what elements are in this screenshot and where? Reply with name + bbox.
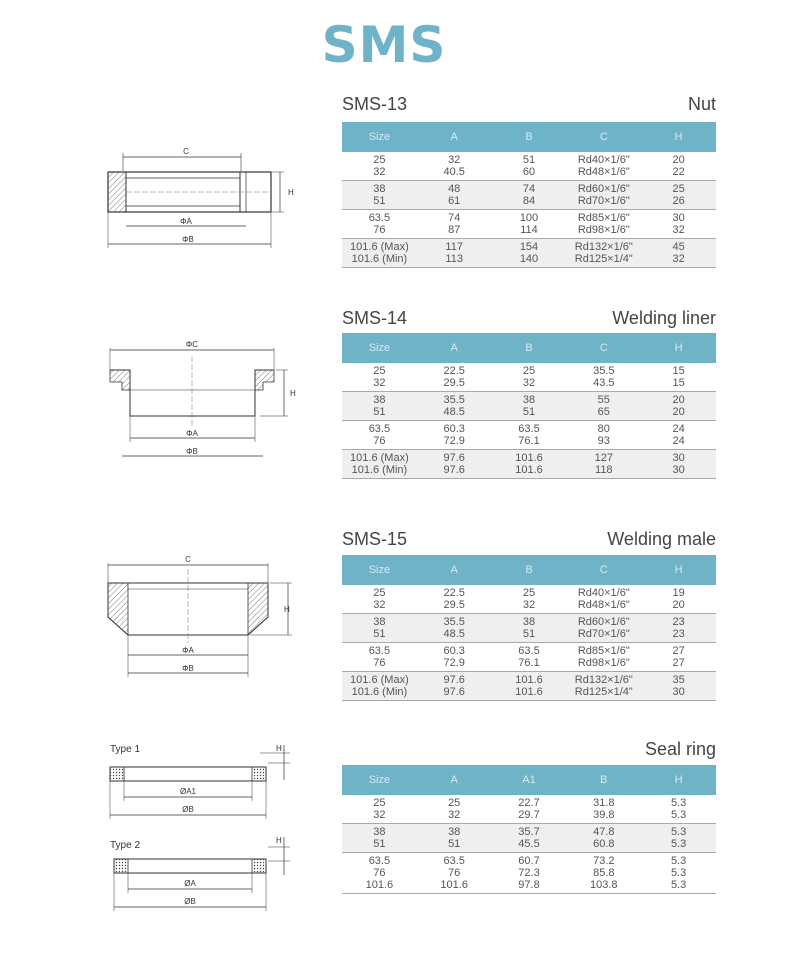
table-cell: 32 (672, 253, 685, 265)
table-cell: 51 (373, 838, 386, 850)
column-header: C (599, 564, 608, 576)
table-cell: 25 (522, 365, 536, 377)
table-cell: 101.6 (Min) (351, 464, 408, 476)
table-cell: 140 (519, 253, 539, 265)
table-cell: Rd125×1/4" (574, 686, 633, 698)
table-cell: Rd132×1/6" (574, 241, 633, 253)
table-row (342, 628, 716, 640)
table-cell: 93 (597, 435, 610, 447)
section-code: SMS-13 (342, 94, 408, 114)
table-cell: 114 (520, 224, 538, 236)
table-cell: 60.8 (593, 838, 615, 850)
table-cell: 101.6 (Max) (350, 674, 409, 686)
table-cell: 31.8 (593, 797, 615, 809)
table-header (342, 333, 716, 363)
table-cell: Rd48×1/6" (577, 166, 630, 178)
table-cell: Rd60×1/6" (577, 616, 630, 628)
table-cell: 25 (448, 797, 461, 809)
table-cell: 38 (522, 394, 536, 406)
table-cell: 43.5 (593, 377, 615, 389)
column-header: B (525, 564, 533, 576)
table-cell: 25 (522, 587, 536, 599)
table-row (342, 166, 716, 178)
table-row (342, 377, 716, 389)
spec-table (342, 333, 716, 479)
table-cell: 103.8 (590, 879, 618, 891)
male-dim-a: ΦA (182, 646, 194, 655)
table-row (342, 154, 716, 166)
table-cell: 30 (672, 452, 685, 464)
table-cell: Rd132×1/6" (574, 674, 633, 686)
male-drawing (100, 555, 300, 680)
table-cell: 15 (672, 365, 685, 377)
row-group (342, 181, 716, 210)
table-cell: Rd60×1/6" (577, 183, 630, 195)
table-cell: 24 (672, 435, 685, 447)
nut-dim-h: H (288, 188, 294, 197)
table-row (342, 452, 716, 464)
table-cell: 35.5 (593, 365, 615, 377)
table-cell: 48.5 (443, 406, 465, 418)
table-cell: 35.5 (443, 394, 465, 406)
table-cell: 84 (522, 195, 536, 207)
table-cell: 101.6 (Max) (350, 452, 409, 464)
table-cell: 22.5 (443, 587, 465, 599)
spec-table (342, 122, 716, 268)
table-cell: 47.8 (593, 826, 615, 838)
table-cell: 101.6 (515, 464, 543, 476)
table-row (342, 686, 716, 698)
table-row (342, 587, 716, 599)
table-cell: 40.5 (443, 166, 465, 178)
table-cell: 32 (373, 809, 386, 821)
table-cell: 101.6 (Min) (351, 253, 408, 265)
row-group (342, 585, 716, 614)
table-cell: 25 (672, 183, 685, 195)
brand-logo: SMS (321, 16, 447, 74)
table-cell: 101.6 (515, 686, 543, 698)
table-cell: 20 (672, 599, 685, 611)
table-header (342, 765, 716, 795)
nut-dim-a: ΦA (180, 217, 192, 226)
table-cell: 32 (448, 154, 461, 166)
table-cell: 32 (522, 599, 536, 611)
row-group (342, 614, 716, 643)
table-cell: 22 (672, 166, 685, 178)
table-cell: 24 (672, 423, 685, 435)
table-cell: 76 (373, 867, 386, 879)
table-cell: 101.6 (Min) (351, 686, 408, 698)
table-cell: 38 (373, 183, 386, 195)
column-header: H (674, 564, 683, 576)
table-cell: 100 (519, 212, 539, 224)
liner-dim-h: H (290, 389, 296, 398)
table-row (342, 406, 716, 418)
liner-dim-a: ΦA (186, 429, 198, 438)
table-cell: 117 (445, 241, 463, 253)
table-cell: 23 (672, 628, 685, 640)
table-cell: 127 (594, 452, 613, 464)
column-header: B (600, 774, 608, 786)
table-row (342, 195, 716, 207)
table-row (342, 212, 716, 224)
table-cell: 51 (522, 406, 536, 418)
column-header: H (674, 342, 683, 354)
table-cell: 35.5 (443, 616, 465, 628)
table-cell: 22.7 (518, 797, 540, 809)
row-group (342, 392, 716, 421)
seal-dim-a1: ØA1 (179, 787, 197, 796)
table-cell: 5.3 (670, 838, 687, 850)
table-cell: 29.7 (518, 809, 540, 821)
table-row (342, 616, 716, 628)
table-cell: 27 (672, 645, 685, 657)
table-cell: 15 (672, 377, 685, 389)
column-header: A (450, 342, 458, 354)
table-cell: 5.3 (670, 879, 687, 891)
table-cell: 32 (373, 377, 386, 389)
table-cell: Rd40×1/6" (577, 154, 630, 166)
table-cell: Rd98×1/6" (577, 224, 630, 236)
table-cell: 38 (373, 616, 386, 628)
table-cell: 154 (519, 241, 539, 253)
liner-dim-b: ΦB (186, 447, 198, 456)
table-cell: 27 (672, 657, 685, 669)
table-row (342, 253, 716, 265)
table-cell: 97.6 (443, 452, 465, 464)
table-cell: 97.6 (443, 686, 465, 698)
table-cell: 51 (522, 628, 536, 640)
spec-table (342, 765, 716, 894)
table-header (342, 555, 716, 585)
table-row (342, 809, 716, 821)
table-cell: 29.5 (443, 599, 465, 611)
table-cell: 72.9 (443, 657, 465, 669)
table-cell: 51 (373, 195, 386, 207)
table-cell: 65 (597, 406, 610, 418)
table-cell: 76.1 (518, 657, 540, 669)
row-group (342, 672, 716, 701)
table-cell: 101.6 (515, 452, 543, 464)
seal-drawing (100, 735, 300, 915)
table-cell: 5.3 (670, 826, 687, 838)
table-cell: Rd70×1/6" (577, 195, 630, 207)
table-cell: 51 (448, 838, 461, 850)
table-cell: 19 (672, 587, 685, 599)
section-code: SMS-15 (342, 529, 408, 549)
table-row (342, 183, 716, 195)
table-cell: 97.6 (443, 674, 465, 686)
table-cell: 76 (373, 224, 386, 236)
table-cell: 63.5 (368, 423, 391, 435)
row-group (342, 210, 716, 239)
table-cell: 101.6 (440, 879, 468, 891)
column-header: A1 (522, 774, 536, 786)
table-cell: 45 (672, 241, 685, 253)
table-cell: 85.8 (593, 867, 615, 879)
table-row (342, 867, 716, 879)
table-cell: 60 (522, 166, 536, 178)
section-sms-14 (342, 308, 716, 476)
table-cell: 101.6 (365, 879, 394, 891)
table-cell: 29.5 (443, 377, 465, 389)
table-cell: 80 (597, 423, 610, 435)
table-cell: 74 (522, 183, 536, 195)
table-cell: 35 (672, 674, 685, 686)
seal-type2-dim-h: H (276, 836, 282, 845)
male-dim-b: ΦB (182, 664, 194, 673)
male-dim-h: H (284, 605, 290, 614)
section-name: Welding male (607, 529, 716, 549)
seal-type1-dim-h: H (276, 744, 282, 753)
table-cell: 63.5 (368, 212, 391, 224)
table-row (342, 464, 716, 476)
spec-table (342, 555, 716, 701)
table-cell: Rd85×1/6" (577, 212, 630, 224)
column-header: C (599, 342, 608, 354)
table-cell: 5.3 (670, 855, 687, 867)
table-cell: 32 (448, 809, 461, 821)
table-cell: 48 (448, 183, 461, 195)
row-group (342, 363, 716, 392)
row-group (342, 239, 716, 268)
table-cell: 20 (672, 406, 685, 418)
section-name: Welding liner (612, 308, 716, 328)
table-cell: 97.6 (443, 464, 465, 476)
seal-type2-dim-b: ØB (184, 897, 196, 906)
table-cell: Rd48×1/6" (577, 599, 630, 611)
table-cell: 20 (672, 394, 685, 406)
table-row (342, 224, 716, 236)
table-cell: 101.6 (515, 674, 543, 686)
column-header: Size (368, 342, 391, 354)
table-cell: 23 (672, 616, 685, 628)
nut-dim-b: ΦB (182, 235, 194, 244)
row-group (342, 643, 716, 672)
male-dim-c: C (185, 555, 191, 564)
table-cell: 30 (672, 686, 685, 698)
row-group (342, 450, 716, 479)
table-cell: 25 (373, 587, 386, 599)
section-name: Nut (687, 94, 716, 114)
table-header (342, 122, 716, 152)
nut-dim-c: C (183, 147, 189, 156)
table-cell: 113 (445, 253, 463, 265)
row-group (342, 152, 716, 181)
table-row (342, 826, 716, 838)
column-header: Size (368, 774, 391, 786)
section-name: Seal ring (644, 739, 716, 759)
table-row (342, 365, 716, 377)
column-header: B (525, 342, 533, 354)
column-header: H (674, 131, 683, 143)
table-cell: 60.7 (518, 855, 540, 867)
seal-type2-label: Type 2 (110, 840, 141, 851)
column-header: Size (368, 564, 391, 576)
table-row (342, 838, 716, 850)
table-cell: Rd125×1/4" (574, 253, 633, 265)
table-row (342, 423, 716, 435)
table-cell: 38 (373, 826, 386, 838)
table-cell: 32 (672, 224, 685, 236)
table-cell: 38 (522, 616, 536, 628)
table-cell: 118 (595, 464, 613, 476)
row-group (342, 421, 716, 450)
table-cell: 76 (448, 867, 461, 879)
table-cell: 26 (672, 195, 685, 207)
section-sms-13 (342, 94, 716, 265)
table-cell: Rd85×1/6" (577, 645, 630, 657)
table-row (342, 657, 716, 669)
table-cell: 74 (448, 212, 461, 224)
table-cell: 63.5 (518, 423, 540, 435)
table-cell: 35.7 (518, 826, 540, 838)
table-cell: 32 (522, 377, 536, 389)
table-cell: Rd70×1/6" (577, 628, 630, 640)
table-cell: Rd98×1/6" (577, 657, 630, 669)
table-cell: 63.5 (518, 645, 540, 657)
seal-type1-dim-b: ØB (182, 805, 194, 814)
table-cell: 20 (672, 154, 685, 166)
column-header: B (525, 131, 533, 143)
table-cell: 76.1 (518, 435, 540, 447)
table-cell: 60.3 (443, 423, 465, 435)
liner-dim-c: ΦC (185, 340, 199, 349)
table-cell: 45.5 (518, 838, 540, 850)
table-row (342, 855, 716, 867)
table-cell: Rd40×1/6" (577, 587, 630, 599)
table-cell: 32 (373, 599, 386, 611)
table-cell: 22.5 (443, 365, 465, 377)
seal-type1-label: Type 1 (110, 744, 141, 755)
table-cell: 76 (373, 435, 386, 447)
table-cell: 72.3 (518, 867, 540, 879)
section-sms-15 (342, 529, 716, 698)
table-cell: 5.3 (670, 867, 687, 879)
table-cell: 101.6 (Max) (350, 241, 409, 253)
seal-dim-a: ØA (184, 879, 196, 888)
table-row (342, 797, 716, 809)
table-cell: 48.5 (443, 628, 465, 640)
column-header: C (599, 131, 608, 143)
table-cell: 60.3 (443, 645, 465, 657)
table-cell: 63.5 (368, 855, 391, 867)
table-cell: 38 (373, 394, 386, 406)
section-seal-ring (342, 739, 716, 891)
table-cell: 5.3 (670, 809, 687, 821)
table-cell: 76 (373, 657, 386, 669)
section-code: SMS-14 (342, 308, 408, 328)
column-header: H (674, 774, 683, 786)
table-cell: 38 (448, 826, 461, 838)
table-cell: 30 (672, 212, 685, 224)
table-row (342, 394, 716, 406)
row-group (342, 824, 716, 853)
table-cell: 87 (448, 224, 461, 236)
column-header: A (450, 774, 458, 786)
table-cell: 25 (373, 797, 386, 809)
row-group (342, 853, 716, 894)
table-cell: 55 (597, 394, 610, 406)
table-row (342, 599, 716, 611)
table-cell: 30 (672, 464, 685, 476)
table-cell: 97.8 (518, 879, 540, 891)
table-cell: 25 (373, 365, 386, 377)
liner-drawing (100, 338, 300, 463)
table-cell: 51 (373, 406, 386, 418)
table-cell: 39.8 (593, 809, 615, 821)
table-row (342, 435, 716, 447)
table-cell: 51 (522, 154, 536, 166)
table-row (342, 645, 716, 657)
table-cell: 73.2 (593, 855, 615, 867)
table-cell: 25 (373, 154, 386, 166)
table-cell: 63.5 (443, 855, 465, 867)
table-row (342, 674, 716, 686)
table-cell: 63.5 (368, 645, 391, 657)
table-cell: 5.3 (670, 797, 687, 809)
table-cell: 32 (373, 166, 386, 178)
column-header: A (450, 564, 458, 576)
table-row (342, 879, 716, 891)
table-cell: 72.9 (443, 435, 465, 447)
table-cell: 51 (373, 628, 386, 640)
nut-drawing (100, 140, 300, 255)
table-cell: 61 (448, 195, 461, 207)
table-row (342, 241, 716, 253)
row-group (342, 795, 716, 824)
column-header: Size (368, 131, 391, 143)
column-header: A (450, 131, 458, 143)
